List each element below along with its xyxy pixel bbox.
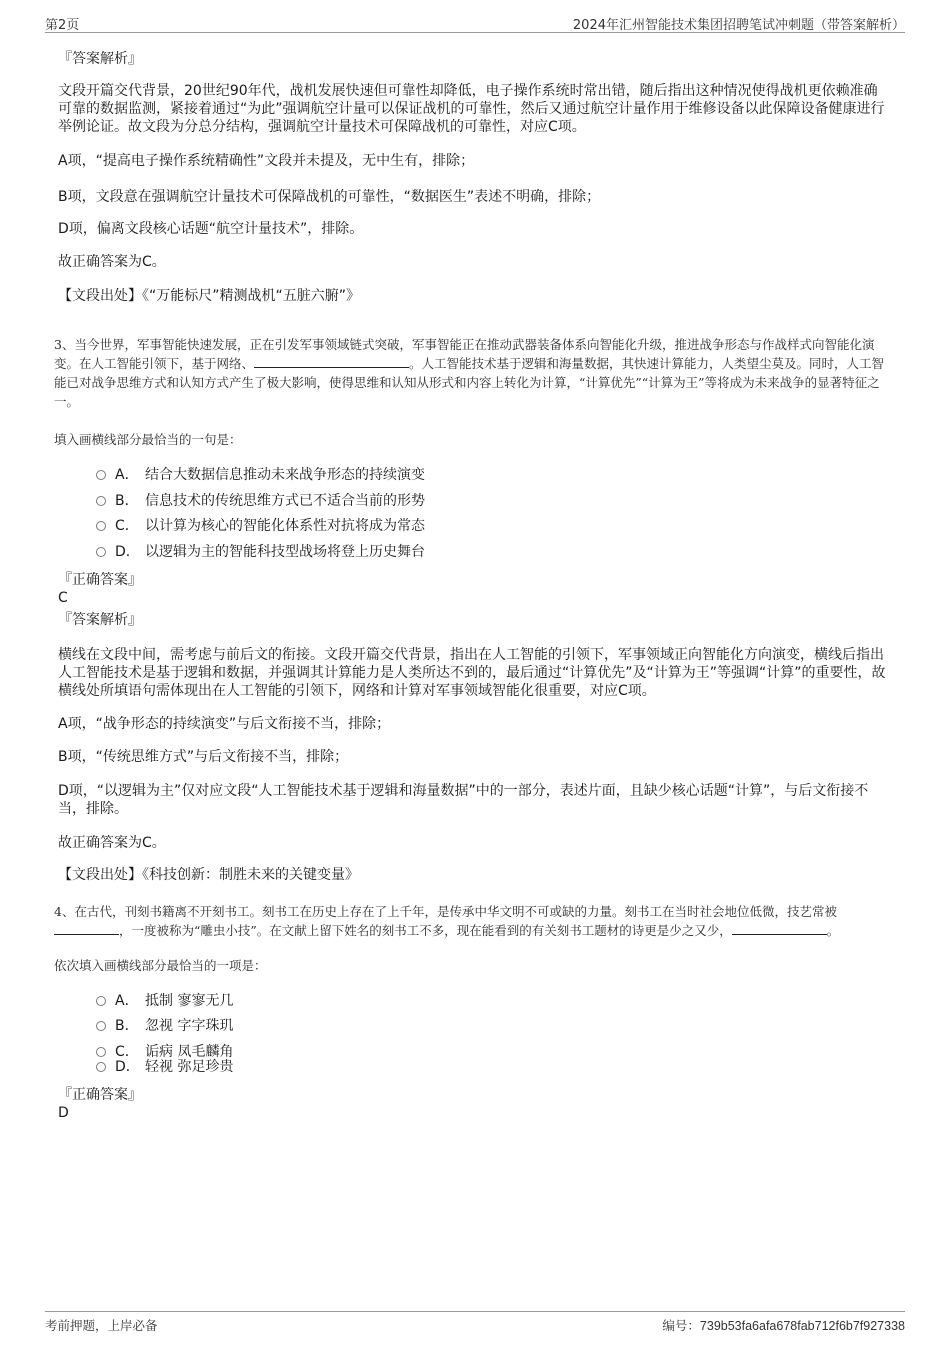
q4-answer-title: 『正确答案』 xyxy=(58,1087,142,1103)
q4-prompt: 依次填入画横线部分最恰当的一项是： xyxy=(54,958,267,973)
q4-option-b[interactable]: B． 忽视 字字珠玑 xyxy=(96,1017,233,1035)
fill-blank xyxy=(54,922,119,935)
radio-button[interactable] xyxy=(96,1021,106,1031)
q2-analysis-paragraph: 文段开篇交代背景，20世纪90年代，战机发展快速但可靠性却降低，电子操作系统时常出错，随后指出这种情况使得战机更依赖准确可靠的数据监测，紧接着通过“为此”强调航空计量可以保证战机的可靠性，然后又通过航空计量作用于维修设备以此保障设备健康进行举例论证。故文段为分总分结构，强调航空计量技术可保障战机的可靠性，对应C项。 xyxy=(58,83,885,135)
radio-button[interactable] xyxy=(96,521,106,531)
q2-option-b-analysis: B项，文段意在强调航空计量技术可保障战机的可靠性，“数据医生”表述不明确，排除； xyxy=(58,189,601,205)
q3-stem: 3、当今世界，军事智能快速发展，正在引发军事领域链式突破，军事智能正在推动武器装备体系向智能化升级，推进战争形态与作战样式向智能化演变。在人工智能引领下，基于网络、 。人工智能技术基于逻辑和海量数据，其快速计算能力，人类望尘莫及。同时，人工智能已对战争思维方式和认知方式产生了极大影响，使得思维和认知从形式和内容上转化为计算，“计算优先”“计算为王”等将成为未来战争的显著特征之一。 xyxy=(54,337,885,409)
q3-option-b-analysis: B项，“传统思维方式”与后文衔接不当，排除； xyxy=(58,749,349,765)
q2-option-a-analysis: A项，“提高电子操作系统精确性”文段并未提及，无中生有，排除； xyxy=(58,153,475,169)
q4-stem: 4、在古代，刊刻书籍离不开刻书工。刻书工在历史上存在了上千年，是传承中华文明不可或缺的力量。刻书工在当时社会地位低微，技艺常被，一度被称为“雕虫小技”。在文献上留下姓名的刻书工不多，现在能看到的有关刻书工题材的诗更是少之又少， 。 xyxy=(54,904,840,938)
fill-blank xyxy=(732,922,827,935)
q4-option-d[interactable]: D． 轻视 弥足珍贵 xyxy=(96,1058,233,1076)
q3-analysis-title: 『答案解析』 xyxy=(58,612,142,628)
q3-option-a-analysis: A项，“战争形态的持续演变”与后文衔接不当，排除； xyxy=(58,716,391,732)
radio-button[interactable] xyxy=(96,496,106,506)
q2-conclusion: 故正确答案为C。 xyxy=(58,254,166,270)
q2-option-d-analysis: D项，偏离文段核心话题“航空计量技术”，排除。 xyxy=(58,221,364,237)
q3-prompt: 填入画横线部分最恰当的一句是： xyxy=(54,432,242,447)
document-title: 2024年汇州智能技术集团招聘笔试冲刺题（带答案解析） xyxy=(572,18,905,33)
page-footer xyxy=(45,1311,905,1333)
q3-conclusion: 故正确答案为C。 xyxy=(58,835,166,851)
footer-slogan: 考前押题，上岸必备 xyxy=(45,1318,158,1333)
q2-analysis-title: 『答案解析』 xyxy=(58,51,142,67)
radio-button[interactable] xyxy=(96,547,106,557)
q3-option-d[interactable]: D． 以逻辑为主的智能科技型战场将登上历史舞台 xyxy=(96,543,425,561)
page-header xyxy=(45,10,905,33)
q3-answer: C xyxy=(58,590,68,606)
q2-source: 【文段出处】《“万能标尺”精测战机“五脏六腑”》 xyxy=(58,288,361,304)
page-number: 第2页 xyxy=(45,18,80,33)
q4-answer: D xyxy=(58,1105,69,1121)
radio-button[interactable] xyxy=(96,996,106,1006)
document-id: 编号：739b53fa6afa678fab712f6b7f927338 xyxy=(662,1319,905,1333)
q4-option-c[interactable]: C． 诟病 凤毛麟角 xyxy=(96,1043,233,1061)
q3-option-b[interactable]: B． 信息技术的传统思维方式已不适合当前的形势 xyxy=(96,492,425,510)
q3-analysis-paragraph: 横线在文段中间，需考虑与前后文的衔接。文段开篇交代背景，指出在人工智能的引领下，军事领域正向智能化方向演变，横线后指出人工智能技术是基于逻辑和数据，并强调其计算能力是人类所达不到的，最后通过“计算优先”及“计算为王”等强调“计算”的重要性，故横线处所填语句需体现出在人工智能的引领下，网络和计算对军事领域智能化很重要，对应C项。 xyxy=(58,647,886,699)
q4-option-a[interactable]: A． 抵制 寥寥无几 xyxy=(96,992,233,1010)
fill-blank xyxy=(254,355,409,368)
radio-button[interactable] xyxy=(96,1047,106,1057)
q3-source: 【文段出处】《科技创新：制胜未来的关键变量》 xyxy=(58,867,359,883)
radio-button[interactable] xyxy=(96,470,106,480)
q3-option-c[interactable]: C． 以计算为核心的智能化体系性对抗将成为常态 xyxy=(96,517,425,535)
q3-answer-title: 『正确答案』 xyxy=(58,572,142,588)
q3-option-a[interactable]: A． 结合大数据信息推动未来战争形态的持续演变 xyxy=(96,466,425,484)
q3-option-d-analysis: D项，“以逻辑为主”仅对应文段“人工智能技术基于逻辑和海量数据”中的一部分，表述片面，且缺少核心话题“计算”，与后文衔接不当，排除。 xyxy=(58,783,869,817)
radio-button[interactable] xyxy=(96,1062,106,1072)
